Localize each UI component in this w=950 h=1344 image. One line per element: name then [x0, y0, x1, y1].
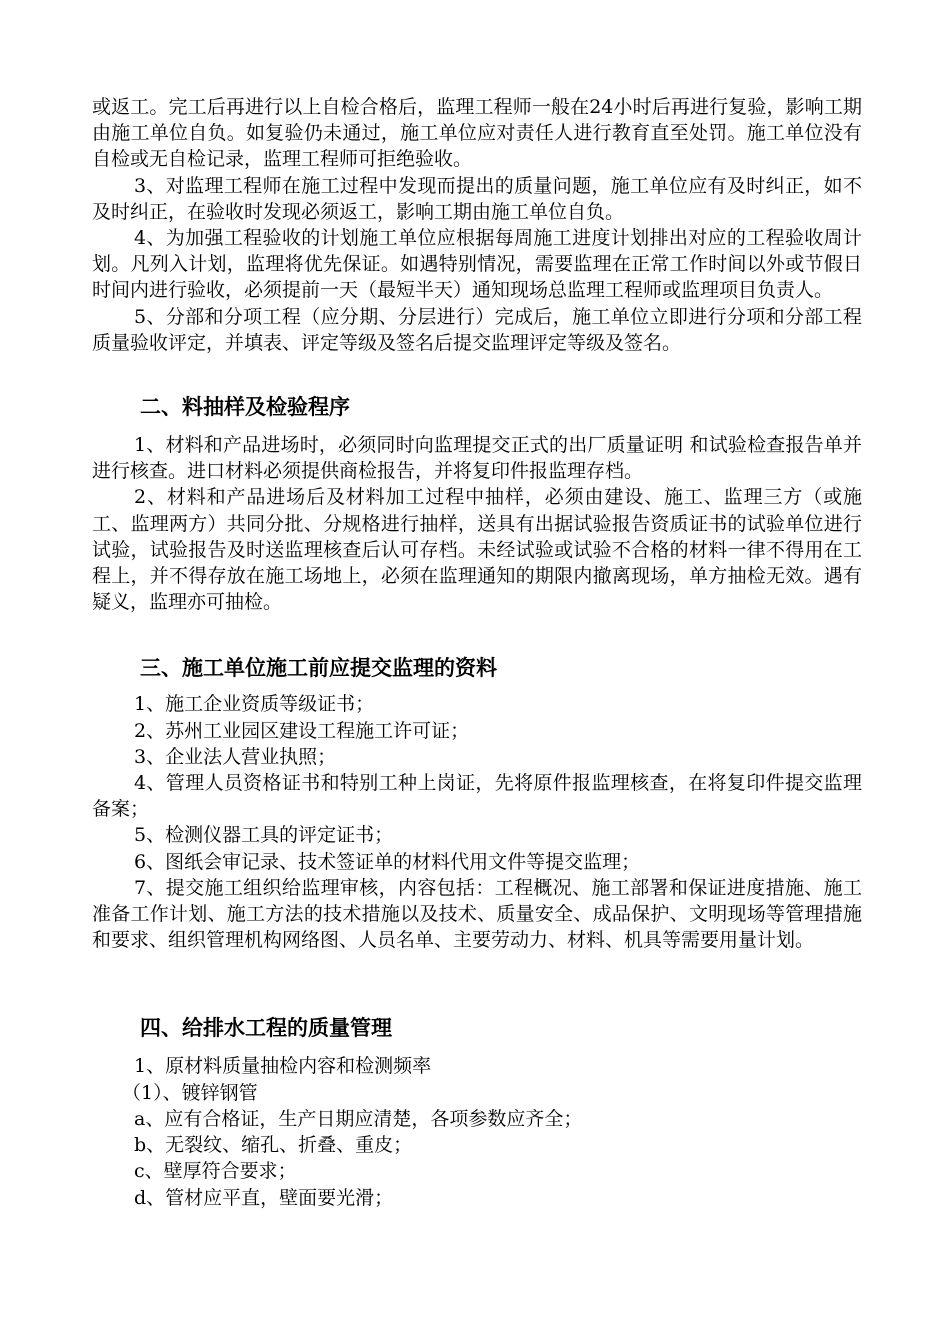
- list-item: 6、图纸会审记录、技术签证单的材料代用文件等提交监理；: [134, 850, 641, 873]
- section-heading: 四、给排水工程的质量管理: [140, 1016, 392, 1041]
- list-item: 3、企业法人营业执照；: [134, 745, 337, 768]
- list-item: 4、管理人员资格证书和特别工种上岗证，先将原件报监理核查，在将复印件提交监理备案；: [92, 772, 862, 821]
- paragraph: 5、分部和分项工程（应分期、分层进行）完成后，施工单位立即进行分项和分部工程质量验收评定，并填表、评定等级及签名后提交监理评定等级及签名。: [92, 305, 862, 354]
- paragraph: 2、材料和产品进场后及材料加工过程中抽样，必须由建设、施工、监理三方（或施工、监理两方）共同分批、分规格进行抽样，送具有出据试验报告资质证书的试验单位进行试验，试验报告及时送监理核查后认可存档。未经试验或试验不合格的材料一律不得用在工程上，并不得存放在施工场地上，必须在监理通知的期限内撤离现场，单方抽检无效。遇有疑义，监理亦可抽检。: [92, 486, 862, 614]
- intro-block: [92, 94, 862, 356]
- subheading: （1）、镀锌钢管: [122, 1081, 258, 1104]
- list-item: 5、检测仪器工具的评定证书；: [134, 824, 394, 847]
- list-item: c、壁厚符合要求；: [134, 1160, 297, 1183]
- list-item: a、应有合格证，生产日期应清楚，各项参数应齐全；: [134, 1107, 583, 1130]
- section-heading: 三、施工单位施工前应提交监理的资料: [140, 656, 497, 681]
- section-heading: 二、料抽样及检验程序: [140, 395, 350, 420]
- list-item: b、无裂纹、缩孔、折叠、重皮；: [134, 1134, 413, 1157]
- paragraph: 1、材料和产品进场时，必须同时向监理提交正式的出厂质量证明 和试验检查报告单并进行核查。进口材料必须提供商检报告，并将复印件报监理存档。: [92, 434, 862, 483]
- paragraph: 3、对监理工程师在施工过程中发现而提出的质量问题，施工单位应有及时纠正，如不及时纠正，在验收时发现必须返工，影响工期由施工单位自负。: [92, 174, 862, 223]
- list-item: 7、提交施工组织给监理审核，内容包括：工程概况、施工部署和保证进度措施、施工准备工作计划、施工方法的技术措施以及技术、质量安全、成品保护、文明现场等管理措施和要求、组织管理机构网络图、人员名单、主要劳动力、材料、机具等需要用量计划。: [92, 876, 862, 952]
- list-item: 2、苏州工业园区建设工程施工许可证；: [134, 719, 470, 742]
- paragraph: 或返工。完工后再进行以上自检合格后，监理工程师一般在24小时后再进行复验，影响工期由施工单位自负。如复验仍未通过，施工单位应对责任人进行教育直至处罚。施工单位没有自检或无自检记录，监理工程师可拒绝验收。: [92, 96, 862, 171]
- list-item: 1、施工企业资质等级证书；: [134, 693, 375, 716]
- section-body: [92, 691, 862, 953]
- section-body: [92, 432, 862, 615]
- paragraph: 1、原材料质量抽检内容和检测频率: [134, 1055, 432, 1078]
- list-item: d、管材应平直，壁面要光滑；: [134, 1186, 394, 1209]
- section-body: [92, 1053, 862, 1210]
- document-page: [92, 94, 862, 1211]
- paragraph: 4、为加强工程验收的计划施工单位应根据每周施工进度计划排出对应的工程验收周计划。凡列入计划，监理将优先保证。如遇特别情况，需要监理在正常工作时间以外或节假日时间内进行验收，必须提前一天（最短半天）通知现场总监理工程师或监理项目负责人。: [92, 227, 862, 302]
